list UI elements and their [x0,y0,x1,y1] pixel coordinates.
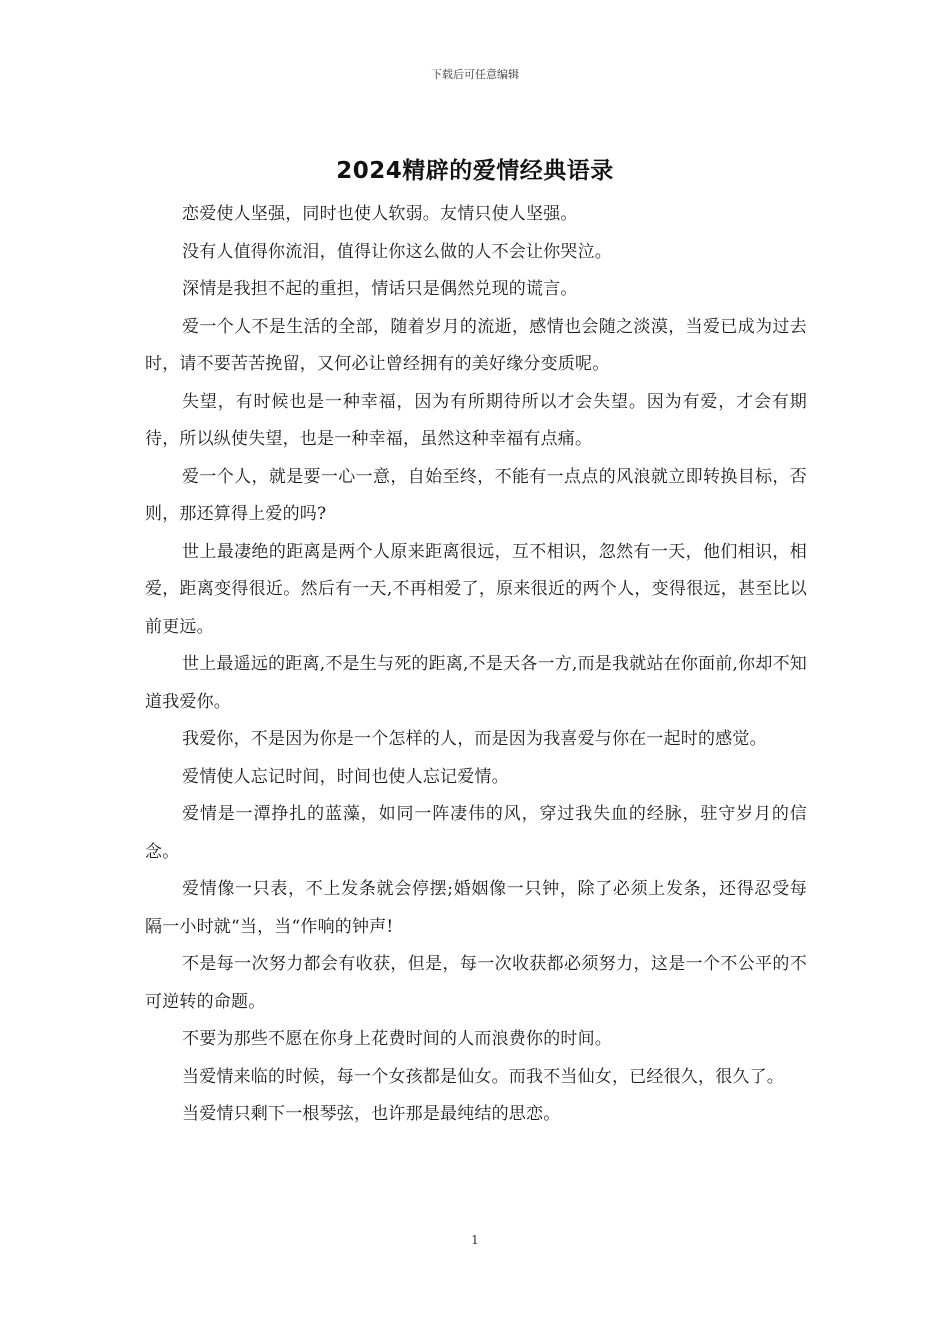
paragraph: 我爱你，不是因为你是一个怎样的人，而是因为我喜爱与你在一起时的感觉。 [182,729,767,749]
paragraph: 恋爱使人坚强，同时也使人软弱。友情只使人坚强。 [182,204,578,224]
paragraph: 世上最凄绝的距离是两个人原来距离很远，互不相识，忽然有一天，他们相识，相爱，距离变得很近。然后有一天,不再相爱了，原来很近的两个人，变得很远，甚至比以前更远。 [145,541,807,637]
paragraph: 当爱情来临的时候，每一个女孩都是仙女。而我不当仙女，已经很久，很久了。 [182,1066,784,1087]
document-title: 2024精辟的爱情经典语录 [336,158,614,184]
paragraph: 爱一个人不是生活的全部，随着岁月的流逝，感情也会随之淡漠，当爱已成为过去时，请不要苦苦挽留，又何必让曾经拥有的美好缘分变质呢。 [145,316,807,374]
paragraph: 爱情是一潭挣扎的蓝藻，如同一阵凄伟的风，穿过我失血的经脉，驻守岁月的信念。 [145,804,807,862]
paragraph: 爱情像一只表，不上发条就会停摆;婚姻像一只钟，除了必须上发条，还得忍受每隔一小时就“当，当“作响的钟声! [145,879,807,937]
paragraph: 爱情使人忘记时间，时间也使人忘记爱情。 [182,766,509,787]
paragraph: 没有人值得你流泪，值得让你这么做的人不会让你哭泣。 [182,241,612,262]
paragraph: 世上最遥远的距离,不是生与死的距离,不是天各一方,而是我就站在你面前,你却不知道我爱你。 [145,654,807,712]
paragraph: 深情是我担不起的重担，情话只是偶然兑现的谎言。 [182,279,578,299]
document-body [145,196,807,1134]
page-number: 1 [471,1233,479,1247]
paragraph: 失望，有时候也是一种幸福，因为有所期待所以才会失望。因为有爱，才会有期待，所以纵使失望，也是一种幸福，虽然这种幸福有点痛。 [145,391,807,449]
paragraph: 爱一个人，就是要一心一意，自始至终，不能有一点点的风浪就立即转换目标，否则，那还算得上爱的吗? [145,466,807,524]
header-note: 下载后可任意编辑 [431,68,519,81]
paragraph: 不是每一次努力都会有收获，但是，每一次收获都必须努力，这是一个不公平的不可逆转的命题。 [145,954,807,1012]
paragraph: 当爱情只剩下一根琴弦，也许那是最纯结的思恋。 [182,1104,561,1124]
paragraph: 不要为那些不愿在你身上花费时间的人而浪费你的时间。 [182,1029,612,1049]
